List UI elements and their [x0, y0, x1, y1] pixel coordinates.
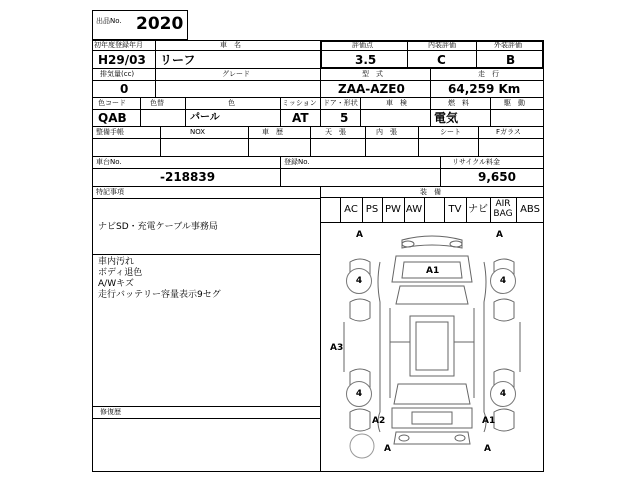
notes-label: 特記事項 [96, 188, 124, 196]
reg-date-label: 初年度登録年月 [94, 41, 143, 49]
equip-ac: AC [344, 204, 358, 215]
interior-score-value: C [437, 53, 446, 67]
reg-no-label: 登録No. [284, 158, 310, 166]
inspection-label: 車 検 [386, 99, 407, 107]
displacement-value: 0 [120, 82, 129, 96]
tire-front-left: 4 [346, 268, 372, 294]
mark-bottom-right: A [484, 444, 491, 454]
manual-label: 整備手帳 [96, 128, 124, 136]
mark-door: A1 [426, 266, 440, 276]
color-label: 色 [228, 99, 235, 107]
equipment-label: 装 備 [420, 188, 441, 196]
grade-label: グレード [222, 70, 250, 78]
color-code-value: QAB [98, 111, 127, 125]
mark-side: A3 [330, 343, 344, 353]
notes-line-1: ナビSD・充電ケーブル事務局 [98, 222, 218, 232]
ceiling-label: 天 張 [325, 128, 346, 136]
equip-abs: ABS [520, 204, 540, 215]
interior-score-label: 内装評価 [428, 41, 456, 49]
chassis-value: -218839 [160, 170, 216, 184]
notes-line-3: ボディ退色 [98, 268, 143, 278]
model-value: ZAA-AZE0 [338, 82, 405, 96]
fuel-value: 電気 [434, 111, 459, 125]
car-damage-diagram [320, 222, 544, 472]
model-label: 型 式 [362, 70, 383, 78]
equip-airbag: AIR BAG [493, 199, 513, 219]
doors-value: 5 [340, 111, 349, 125]
drive-label: 駆 動 [504, 99, 525, 107]
seat-label: シート [440, 128, 461, 136]
mileage-label: 走 行 [478, 70, 499, 78]
car-name-value: リーフ [160, 53, 196, 67]
notes-line-2: 車内汚れ [98, 257, 135, 267]
exterior-score-label: 外装評価 [494, 41, 522, 49]
fuel-label: 燃 料 [448, 99, 469, 107]
recycle-fee-value: 9,650 [478, 170, 516, 184]
color-value: パール [190, 112, 220, 123]
score-label: 評価点 [352, 41, 373, 49]
transmission-label: ミッション [282, 99, 317, 107]
repair-history-label: 修復歴 [100, 408, 121, 416]
displacement-label: 排気量(cc) [100, 70, 135, 78]
mileage-value: 64,259 Km [448, 82, 521, 96]
color-change-label: 色替 [150, 99, 164, 107]
score-value: 3.5 [355, 53, 377, 67]
mark-rear-left: A2 [372, 416, 386, 426]
chassis-label: 車台No. [96, 158, 122, 166]
color-code-label: 色コード [98, 99, 126, 107]
reg-date-value: H29/03 [98, 53, 146, 67]
notes-line-4: A/Wキズ [98, 279, 134, 289]
tire-rear-left: 4 [346, 381, 372, 407]
mark-front-left: A [356, 230, 363, 240]
equip-ps: PS [365, 204, 379, 215]
history-label: 車 歴 [262, 128, 283, 136]
nox-label: NOX [190, 128, 206, 136]
tire-front-right: 4 [490, 268, 516, 294]
exterior-score-value: B [506, 53, 516, 67]
equip-navi: ナビ [468, 204, 488, 215]
transmission-value: AT [292, 111, 309, 125]
equip-aw: AW [405, 204, 423, 215]
lot-label: 出品No. [96, 17, 122, 25]
car-name-label: 車 名 [220, 41, 241, 49]
interior-trim-label: 内 張 [376, 128, 397, 136]
equip-pw: PW [385, 204, 401, 215]
tire-rear-right: 4 [490, 381, 516, 407]
door-shape-label: ドア・形状 [323, 99, 358, 107]
mark-front-right: A [496, 230, 503, 240]
mark-rear-right: A1 [482, 416, 496, 426]
lot-number: 2020 [136, 14, 184, 34]
equip-tv: TV [448, 204, 462, 215]
mark-bottom-left: A [384, 444, 391, 454]
recycle-fee-label: リサイクル料金 [452, 158, 501, 166]
notes-line-5: 走行バッテリー容量表示9セグ [98, 290, 221, 300]
windshield-label: Fガラス [496, 128, 521, 136]
